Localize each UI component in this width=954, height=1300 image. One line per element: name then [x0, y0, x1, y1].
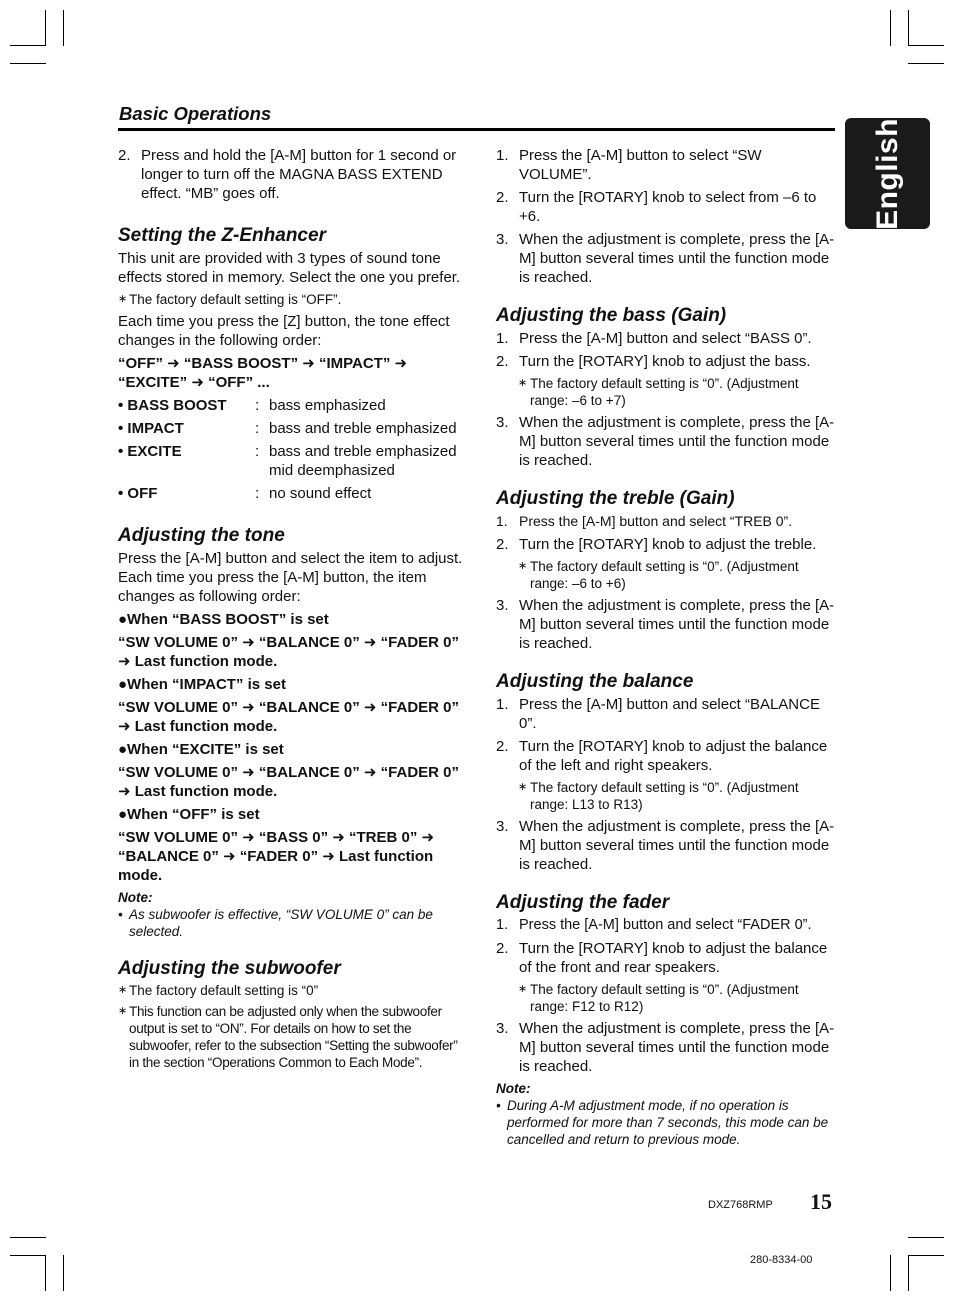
list-item: 2. Turn the [ROTARY] knob to select from –6 to +6. [496, 189, 817, 225]
list-item: 3. When the adjustment is complete, press the [A-M] button several times until the function mode is reached. [496, 414, 835, 469]
crop-mark [908, 63, 944, 64]
definition-row: • IMPACT : bass and treble emphasized [118, 420, 457, 437]
crop-mark [908, 1237, 944, 1238]
crop-mark [890, 10, 891, 46]
info-note: ∗ This function can be adjusted only when the subwoofer output is set to “ON”. For details on how to set the subwoofer, refer to the subsection “Setting the subwoofer” in the section “Operations Common to Each Mode”. [118, 1003, 463, 1071]
language-tab-label: English [870, 117, 904, 230]
crop-mark [45, 1255, 46, 1291]
group-heading: ●When “IMPACT” is set [118, 676, 286, 693]
heading-balance: Adjusting the balance [496, 671, 694, 692]
sequence: “SW VOLUME 0” ➜ “BALANCE 0” ➜ “FADER 0” ➜ Last function mode. [118, 699, 460, 735]
group-heading: ●When “OFF” is set [118, 806, 260, 823]
list-item: 1. Press the [A-M] button and select “FADER 0”. [496, 917, 812, 933]
crop-mark [63, 1255, 64, 1291]
default-note: ∗ The factory default setting is “OFF”. [118, 291, 463, 308]
group-heading: ●When “EXCITE” is set [118, 741, 284, 758]
crop-mark [908, 1255, 909, 1291]
crop-mark [908, 10, 909, 46]
crop-mark [63, 10, 64, 46]
list-item: 3. When the adjustment is complete, press the [A-M] button several times until the function mode is reached. [496, 231, 835, 286]
heading-z-enhancer: Setting the Z-Enhancer [118, 225, 326, 246]
sequence: “SW VOLUME 0” ➜ “BALANCE 0” ➜ “FADER 0” ➜ Last function mode. [118, 634, 460, 670]
crop-mark [10, 1237, 46, 1238]
heading-fader: Adjusting the fader [496, 892, 670, 913]
list-item: 3. When the adjustment is complete, press the [A-M] button several times until the function mode is reached. [496, 818, 835, 873]
crop-mark [45, 10, 46, 46]
crop-mark [10, 63, 46, 64]
language-tab [845, 118, 930, 229]
heading-subwoofer: Adjusting the subwoofer [118, 958, 341, 979]
list-item: 3. When the adjustment is complete, press the [A-M] button several times until the function mode is reached. [496, 597, 835, 652]
list-item: 2. Turn the [ROTARY] knob to adjust the bass. [496, 353, 811, 370]
sequence: “SW VOLUME 0” ➜ “BALANCE 0” ➜ “FADER 0” ➜ Last function mode. [118, 764, 460, 800]
crop-mark [908, 45, 944, 46]
list-item: 1. Press the [A-M] button and select “BASS 0”. [496, 330, 812, 347]
document-code: 280-8334-00 [750, 1254, 813, 1266]
default-note: ∗ The factory default setting is “0”. (Adjustment range: –6 to +6) [496, 558, 836, 592]
left-column [118, 146, 463, 1075]
note-text: • As subwoofer is effective, “SW VOLUME 0” can be selected. [118, 906, 463, 940]
group-heading: ●When “BASS BOOST” is set [118, 611, 329, 628]
sequence: “OFF” ➜ “BASS BOOST” ➜ “IMPACT” ➜ “EXCITE” ➜ “OFF” ... [118, 355, 408, 391]
list-item: 2. Turn the [ROTARY] knob to adjust the treble. [496, 536, 817, 553]
definition-row: • OFF : no sound effect [118, 485, 372, 502]
default-note: ∗ The factory default setting is “0”. (Adjustment range: –6 to +7) [496, 375, 836, 409]
list-item: 2. Press and hold the [A-M] button for 1 second or longer to turn off the MAGNA BASS EXTEND effect. “MB” goes off. [118, 147, 457, 202]
heading-treble: Adjusting the treble (Gain) [496, 488, 735, 509]
note-title: Note: [118, 890, 153, 905]
list-item: 3. When the adjustment is complete, press the [A-M] button several times until the function mode is reached. [496, 1020, 835, 1075]
page-number: 15 [810, 1189, 832, 1214]
paragraph: Each time you press the [Z] button, the tone effect changes in the following order: [118, 313, 450, 349]
list-item: 2. Turn the [ROTARY] knob to adjust the balance of the front and rear speakers. [496, 940, 828, 976]
heading-bass: Adjusting the bass (Gain) [496, 305, 727, 326]
note-title: Note: [496, 1081, 531, 1096]
list-item: 2. Turn the [ROTARY] knob to adjust the balance of the left and right speakers. [496, 738, 828, 774]
definition-row: • BASS BOOST : bass emphasized [118, 397, 386, 414]
crop-mark [10, 45, 46, 46]
model-number: DXZ768RMP [708, 1199, 773, 1211]
note-text: • During A-M adjustment mode, if no operation is performed for more than 7 seconds, this mode can be cancelled and return to previous mode. [496, 1097, 836, 1148]
sequence: “SW VOLUME 0” ➜ “BASS 0” ➜ “TREB 0” ➜ “BALANCE 0” ➜ “FADER 0” ➜ Last function mode. [118, 829, 435, 884]
section-header: Basic Operations [119, 103, 272, 124]
default-note: ∗ The factory default setting is “0”. (Adjustment range: L13 to R13) [496, 779, 836, 813]
definition-row: • EXCITE : bass and treble emphasized mid deemphasized [118, 443, 457, 479]
crop-mark [10, 1255, 46, 1256]
crop-mark [908, 1255, 944, 1256]
right-column [496, 146, 836, 1148]
list-item: 1. Press the [A-M] button and select “TREB 0”. [496, 513, 793, 529]
header-rule [118, 128, 835, 131]
paragraph: This unit are provided with 3 types of sound tone effects stored in memory. Select the one you prefer. [118, 250, 461, 286]
default-note: ∗ The factory default setting is “0”. (Adjustment range: F12 to R12) [496, 981, 836, 1015]
crop-mark [890, 1255, 891, 1291]
list-item: 1. Press the [A-M] button to select “SW VOLUME”. [496, 147, 762, 183]
paragraph: Press the [A-M] button and select the item to adjust. Each time you press the [A-M] button, the item changes as following order: [118, 550, 463, 605]
heading-tone: Adjusting the tone [118, 525, 285, 546]
default-note: ∗ The factory default setting is “0” [118, 982, 463, 999]
list-item: 1. Press the [A-M] button and select “BALANCE 0”. [496, 696, 820, 732]
